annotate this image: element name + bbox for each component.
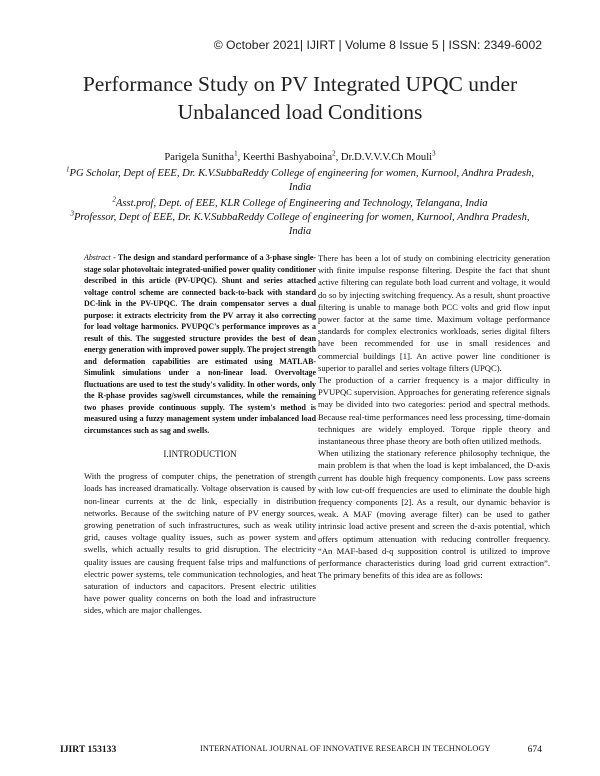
author-3-sup: 3 — [432, 149, 436, 158]
affiliation-2-text: Asst.prof, Dept. of EEE, KLR College of Engineering and Technology, Telangana, India — [115, 198, 488, 209]
body-paragraph-2: The production of a carrier frequency is a major difficulty in PVUPQC supervision. Approaches for generating reference signals may be divided into two categories: period and spectral methods. Because real-time performances need less processing, time-domain techniques are widely employed. Torque ripple theory and instantaneous three phase theory are both often utilized methods. — [318, 375, 550, 447]
affiliation-3-sup: 3 — [70, 209, 74, 218]
affiliation-3-text: Professor, Dept of EEE, Dr. K.V.SubbaReddy College of engineering for women, Kurnool, Andhra Pradesh, India — [73, 212, 530, 237]
author-1-sup: 1 — [234, 149, 238, 158]
running-header: © October 2021| IJIRT | Volume 8 Issue 5 | ISSN: 2349-6002 — [213, 38, 542, 52]
author-2: Keerthi Bashyaboina — [242, 152, 333, 163]
page-number: 674 — [527, 744, 542, 755]
abstract-text: - The design and standard performance of a 3-phase single-stage solar photovoltaic integrated-unified power quality conditioner described in this article (PV-UPQC). Shunt and series attached voltage control scheme are connected back-to-back with standard DC-link in the PV-UPQC. The drain compensator serves a dual purpose: it extracts electricity from the PV array it also correcting for load voltage harmonics. PVUPQC's performance improves as a result of this. The suggested structure provides the best of dean energy generation with improved power supply. The project strength and deformation capabilities are estimated using MATLAB-Simulink simulations under a non-linear load. Overvoltage fluctuations are used to test the study's validity. In other words, only the R-phase provides sag/swell circumstances, while the remaining two phases provide continuous supply. The system's method is measured using a fuzzy management system under imbalanced load circumstances such as sag and swells. — [84, 253, 316, 435]
affiliation-2-sup: 2 — [112, 195, 116, 204]
body-paragraph-1: There has been a lot of study on combining electricity generation with finite impulse response filtering. Despite the fact that shunt active filtering can regulate both load current and voltage, it would do so by injecting switching frequency. As a result, shunt proactive filtering is unable to manage both PCC volts and grid flow input power factor at the same time. Maximum voltage performance standards for complex electronics workloads, series digital filters have been recommended for use in small residences and commercial buildings [1]. An active power line conditioner is superior to parallel and series voltage filters (UPQC). — [318, 253, 550, 373]
affiliation-2 — [60, 197, 540, 211]
abstract — [84, 252, 316, 436]
author-block — [60, 151, 540, 239]
author-1: Parigela Sunitha — [164, 152, 235, 163]
affiliation-1 — [60, 167, 540, 195]
affiliation-3 — [60, 211, 540, 239]
author-3: Dr.D.V.V.V.Ch Mouli — [340, 152, 433, 163]
author-sep-2: , — [335, 152, 341, 163]
right-column — [318, 252, 550, 581]
abstract-label: Abstract — [84, 253, 111, 262]
author-2-sup: 2 — [332, 149, 336, 158]
intro-paragraph: With the progress of computer chips, the penetration of strength loads has increased dramatically. Voltage observation is caused by non-linear currents at the dc link, especially in distribution networks. Because of the switching nature of PV energy sources, growing penetration of such infrastructures, such as weak utility grid, causes voltage quality issues, such as power system and swells, which actually results to grid disruption. The electricity quality issues are causing frequent false trips and malfunctions of electric power systems, tele communication technologies, and heat saturation of inductors and capacitors. Present electric utilities have power quality concerns on both the load and infrastructure sides, which are major challenges. — [84, 471, 316, 616]
author-sep-1: , — [237, 152, 243, 163]
footer-paper-id: IJIRT 153133 — [60, 744, 117, 755]
footer-journal-name: INTERNATIONAL JOURNAL OF INNOVATIVE RESEARCH IN TECHNOLOGY — [200, 744, 491, 753]
author-list — [60, 151, 540, 165]
affiliation-1-sup: 1 — [65, 165, 70, 174]
paper-title — [60, 70, 540, 126]
body-paragraph-3: When utilizing the stationary reference philosophy technique, the main problem is that when the load is kept imbalanced, the D-axis current has double high frequency components. Low pass screens with low cut-off frequencies are used to eliminate the double high frequency components [2]. As a result, our dynamic behavior is weak. A MAF (moving average filter) can be used to gather intrinsic load active present and screen the d-axis potential, which offers optimum attenuation with reducing controller frequency. “An MAF-based d-q supposition control is utilized to improve performance characteristics during load grid current extraction”. The primary benefits of this idea are as follows: — [318, 448, 550, 581]
title-line-1: Performance Study on PV Integrated UPQC under — [82, 72, 518, 96]
left-column — [84, 252, 316, 617]
title-line-2: Unbalanced load Conditions — [177, 100, 423, 124]
section-heading-introduction: I.INTRODUCTION — [163, 449, 237, 459]
affiliation-1-text: PG Scholar, Dept of EEE, Dr. K.V.SubbaReddy College of engineering for women, Kurnool, Andhra Pradesh, India — [69, 168, 535, 193]
